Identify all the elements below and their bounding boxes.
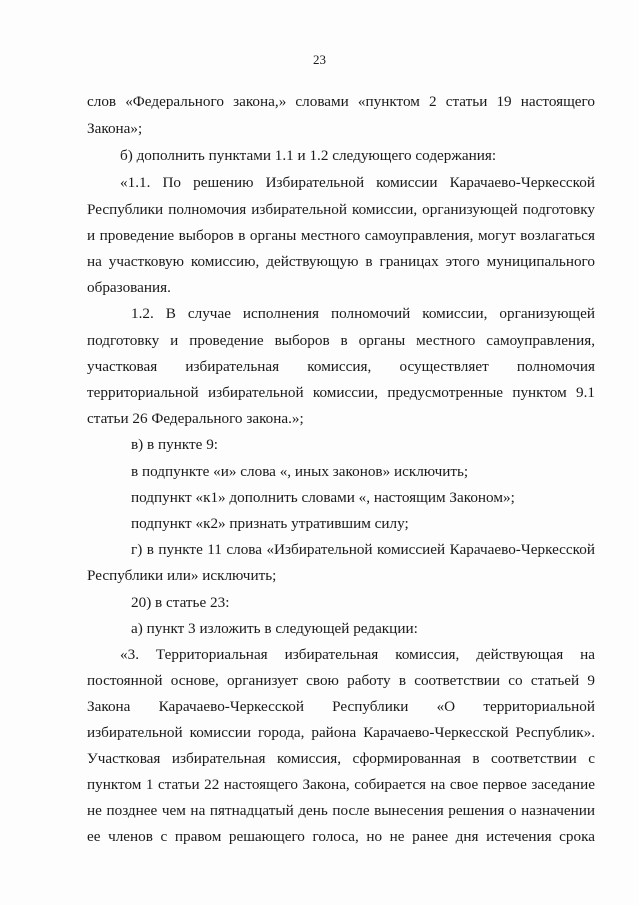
text-line: не позднее чем на пятнадцатый день после вынесения решения о назначении <box>87 802 595 819</box>
text-line: избирательной комиссии города, района Карачаево-Черкесской Республик». <box>87 724 595 741</box>
text-line: и проведение выборов в органы местного самоуправления, могут возлагаться <box>87 227 595 244</box>
text-line: подготовку и проведение выборов в органы местного самоуправления, <box>87 332 595 349</box>
text-line: на участковую комиссию, действующую в границах этого муниципального <box>87 253 595 270</box>
text-line: территориальной избирательной комиссии, предусмотренные пунктом 9.1 <box>87 384 595 401</box>
text-line: подпункт «к2» признать утратившим силу; <box>131 515 409 532</box>
text-line: Закона»; <box>87 120 143 137</box>
text-line: ее членов с правом решающего голоса, но не ранее дня истечения срока <box>87 828 595 845</box>
text-line: Республики полномочия избирательной комиссии, организующей подготовку <box>87 201 595 218</box>
text-line: 20) в статье 23: <box>131 594 230 611</box>
text-line: в подпункте «и» слова «, иных законов» исключить; <box>131 463 469 480</box>
text-line: участковая избирательная комиссия, осуществляет полномочия <box>87 358 595 375</box>
text-line: «1.1. По решению Избирательной комиссии Карачаево-Черкесской <box>120 174 595 191</box>
text-line: Участковая избирательная комиссия, сформированная в соответствии с <box>87 750 595 767</box>
text-line: б) дополнить пунктами 1.1 и 1.2 следующего содержания: <box>120 147 497 164</box>
text-line: г) в пункте 11 слова «Избирательной комиссией Карачаево-Черкесской <box>131 541 595 558</box>
text-line: слов «Федерального закона,» словами «пунктом 2 статьи 19 настоящего <box>87 93 595 110</box>
text-line: подпункт «к1» дополнить словами «, настоящим Законом»; <box>131 489 515 506</box>
text-line: пунктом 1 статьи 22 настоящего Закона, собирается на свое первое заседание <box>87 776 595 793</box>
text-line: в) в пункте 9: <box>131 436 219 453</box>
text-line: образования. <box>87 279 171 296</box>
text-line: постоянной основе, организует свою работу в соответствии со статьей 9 <box>87 672 595 689</box>
text-line: Республики или» исключить; <box>87 567 277 584</box>
text-line: статьи 26 Федерального закона.»; <box>87 410 304 427</box>
page-number: 23 <box>313 52 326 67</box>
text-line: а) пункт 3 изложить в следующей редакции: <box>131 620 418 637</box>
text-line: «3. Территориальная избирательная комиссия, действующая на <box>120 646 595 663</box>
text-line: 1.2. В случае исполнения полномочий комиссии, организующей <box>131 305 595 322</box>
text-line: Закона Карачаево-Черкесской Республики «О территориальной <box>87 698 595 715</box>
